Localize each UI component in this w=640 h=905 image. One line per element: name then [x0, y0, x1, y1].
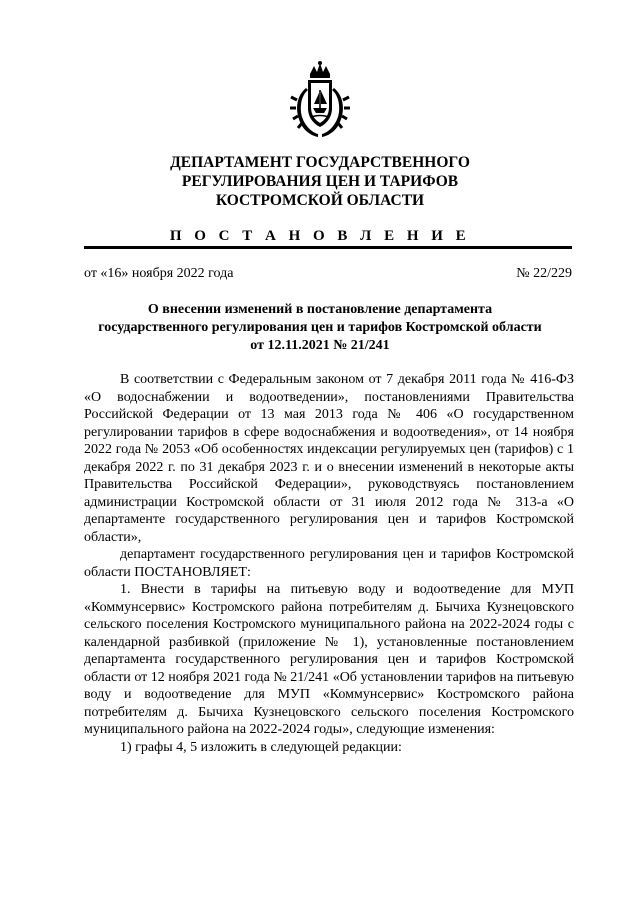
- document-type-heading: П О С Т А Н О В Л Е Н И Е: [169, 228, 471, 244]
- document-number: № 22/229: [516, 266, 572, 281]
- subject-line: О внесении изменений в постановление департамента: [147, 302, 493, 317]
- subject-line: государственного регулирования цен и тарифов Костромской области: [98, 320, 542, 335]
- coat-of-arms-emblem: [288, 60, 352, 140]
- department-name: [0, 153, 640, 210]
- department-name-line: РЕГУЛИРОВАНИЯ ЦЕН И ТАРИФОВ: [181, 173, 459, 190]
- date-number-line: [84, 266, 572, 282]
- body-paragraph: 1) графы 4, 5 изложить в следующей редакции:: [120, 739, 402, 755]
- subject-line: от 12.11.2021 № 21/241: [250, 338, 390, 353]
- body-paragraph: В соответствии с Федеральным законом от 7 декабря 2011 года № 416-ФЗ «О водоснабжении и водоотведении», постановлениями Правительства Российской Федерации от 13 мая 2013 года № 406 «О государственном регулировании тарифов в сфере водоснабжения и водоотведения», от 14 ноября 2022 года № 2053 «Об особенностях индексации регулируемых цен (тарифов) с 1 декабря 2022 г. по 31 декабря 2023 г. и о внесении изменений в некоторые акты Правительства Российской Федерации», руководствуясь постановлением администрации Костромской области от 31 июля 2012 года № 313-а «О департаменте государственного регулирования цен и тарифов Костромской области»,: [84, 372, 574, 545]
- heading-divider: [84, 246, 572, 249]
- document-subject: [70, 301, 570, 355]
- department-name-line: ДЕПАРТАМЕНТ ГОСУДАРСТВЕННОГО: [170, 154, 470, 171]
- body-paragraph: 1. Внести в тарифы на питьевую воду и водоотведение для МУП «Коммунсервис» Костромского района потребителям д. Бычиха Кузнецовского сельского поселения Костромского муниципального района на 2022-2024 годы с календарной разбивкой (приложение № 1), установленные постановлением департамента государственного регулирования цен и тарифов Костромской области от 12 ноября 2021 года № 21/241 «Об установлении тарифов на питьевую воду и водоотведение для МУП «Коммунсервис» Костромского района потребителям д. Бычиха Кузнецовского сельского поселения Костромского муниципального района на 2022-2024 годы», следующие изменения:: [84, 582, 574, 737]
- document-date: от «16» ноября 2022 года: [84, 266, 234, 281]
- document-body: [84, 371, 574, 756]
- body-paragraph: департамент государственного регулирования цен и тарифов Костромской области ПОСТАНОВЛЯЕТ:: [84, 547, 574, 580]
- department-name-line: КОСТРОМСКОЙ ОБЛАСТИ: [215, 192, 425, 209]
